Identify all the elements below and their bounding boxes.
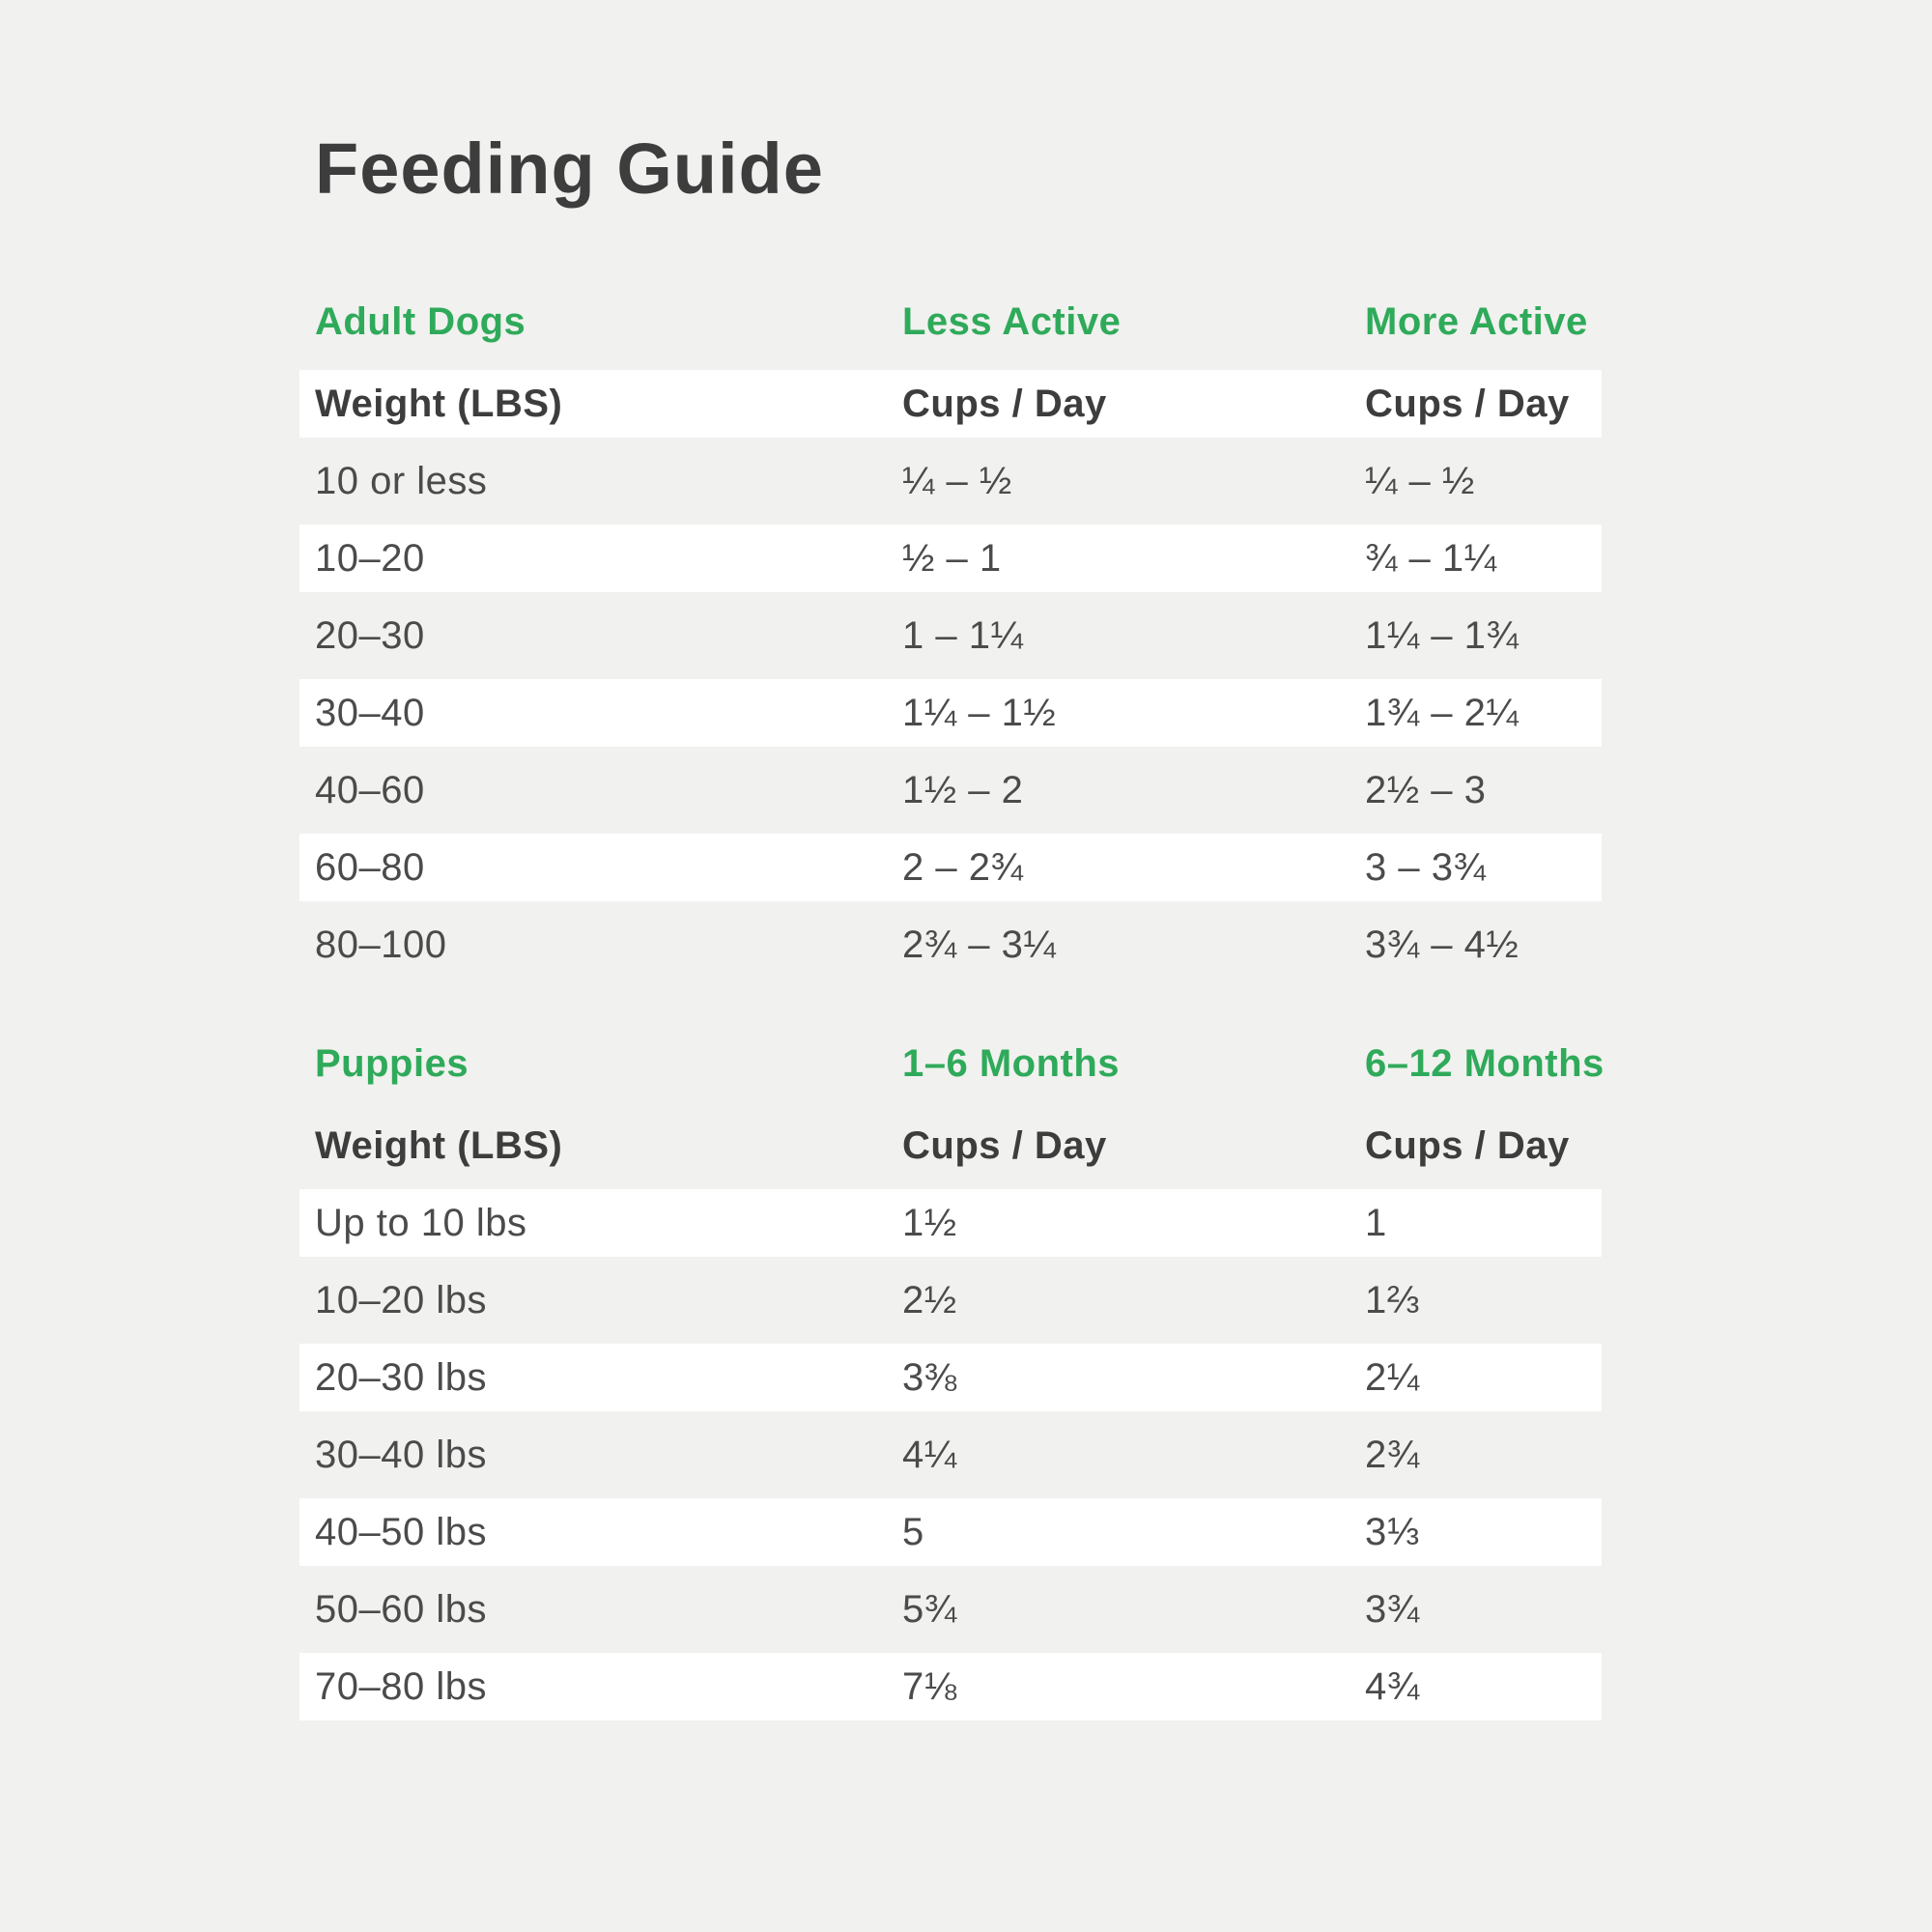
puppies-table-header-row [299,1107,1602,1184]
cups-1-6-cell: 1½ [902,1201,957,1244]
cups-1-6-cell: 5 [902,1510,924,1553]
more-active-cell: ¾ – 1¼ [1365,536,1497,580]
more-active-cell: 1¾ – 2¼ [1365,691,1520,734]
adult-less-active-label: Less Active [902,300,1122,343]
cups-1-6-cell: 3⅜ [902,1355,957,1399]
less-active-cell: ¼ – ½ [902,459,1012,502]
adult-more-active-label: More Active [1365,300,1588,343]
cups-1-6-cell: 7⅛ [902,1664,957,1708]
puppies-1-6-months-label: 1–6 Months [902,1042,1121,1085]
weight-cell: 30–40 [315,691,425,734]
table-row [299,442,1602,520]
puppies-weight-column-header: Weight (LBS) [315,1123,563,1167]
weight-cell: 10–20 [315,536,425,580]
puppies-feeding-table [299,1107,1602,1725]
weight-cell: 20–30 lbs [315,1355,487,1399]
table-row [299,1416,1602,1493]
puppies-6-12-months-label: 6–12 Months [1365,1042,1605,1085]
weight-cell: 80–100 [315,923,447,966]
table-row [299,674,1602,752]
page-title: Feeding Guide [315,128,824,209]
weight-cell: 50–60 lbs [315,1587,487,1631]
weight-cell: 10–20 lbs [315,1278,487,1321]
weight-cell: 70–80 lbs [315,1664,487,1708]
weight-cell: 40–60 [315,768,425,811]
table-row [299,1262,1602,1339]
weight-cell: 10 or less [315,459,488,502]
cups-6-12-cell: 1 [1365,1201,1387,1244]
puppies-6-12-column-header: Cups / Day [1365,1123,1570,1167]
cups-1-6-cell: 5¾ [902,1587,957,1631]
adult-less-active-column-header: Cups / Day [902,382,1107,425]
weight-cell: 20–30 [315,613,425,657]
adult-table-header-row [299,365,1602,442]
more-active-cell: 1¼ – 1¾ [1365,613,1520,657]
more-active-cell: 3 – 3¾ [1365,845,1487,889]
cups-6-12-cell: 1⅔ [1365,1278,1420,1321]
less-active-cell: 1 – 1¼ [902,613,1024,657]
table-row [299,1493,1602,1571]
table-row [299,906,1602,983]
bottom-whitespace [299,1725,1602,1928]
more-active-cell: 2½ – 3 [1365,768,1487,811]
more-active-cell: ¼ – ½ [1365,459,1475,502]
less-active-cell: 1½ – 2 [902,768,1024,811]
table-row [299,597,1602,674]
adult-section-label: Adult Dogs [315,300,526,343]
more-active-cell: 3¾ – 4½ [1365,923,1520,966]
less-active-cell: 2¾ – 3¼ [902,923,1057,966]
table-row [299,1571,1602,1648]
less-active-cell: 1¼ – 1½ [902,691,1057,734]
puppies-section-header [299,1039,1605,1086]
less-active-cell: ½ – 1 [902,536,1002,580]
weight-cell: 60–80 [315,845,425,889]
adult-weight-column-header: Weight (LBS) [315,382,563,425]
cups-6-12-cell: 2¾ [1365,1433,1420,1476]
adult-feeding-table [299,365,1602,983]
weight-cell: 40–50 lbs [315,1510,487,1553]
cups-6-12-cell: 3⅓ [1365,1510,1420,1553]
table-row [299,520,1602,597]
table-row [299,829,1602,906]
adult-more-active-column-header: Cups / Day [1365,382,1570,425]
adult-section-header [299,298,1602,344]
cups-6-12-cell: 2¼ [1365,1355,1420,1399]
puppies-section-label: Puppies [315,1042,469,1085]
cups-6-12-cell: 4¾ [1365,1664,1420,1708]
weight-cell: Up to 10 lbs [315,1201,527,1244]
table-row [299,1339,1602,1416]
cups-6-12-cell: 3¾ [1365,1587,1420,1631]
table-row [299,1184,1602,1262]
table-row [299,1648,1602,1725]
cups-1-6-cell: 4¼ [902,1433,957,1476]
less-active-cell: 2 – 2¾ [902,845,1024,889]
feeding-guide-content [299,128,1605,1928]
table-row [299,752,1602,829]
cups-1-6-cell: 2½ [902,1278,957,1321]
puppies-1-6-column-header: Cups / Day [902,1123,1107,1167]
weight-cell: 30–40 lbs [315,1433,487,1476]
